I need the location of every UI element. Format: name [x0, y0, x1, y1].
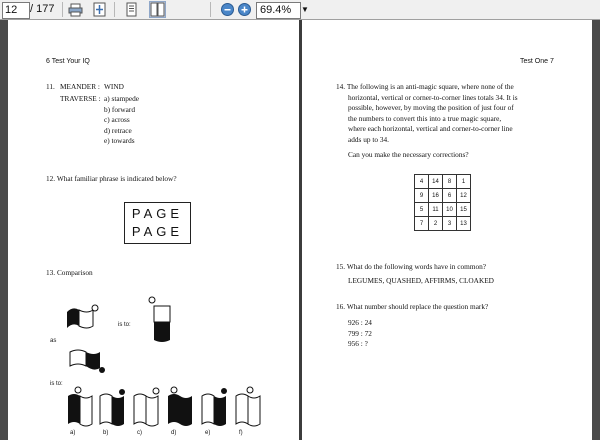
- viewer-toolbar: [0, 0, 600, 20]
- grid-cell: 1: [457, 175, 471, 189]
- option-label: e): [205, 430, 211, 436]
- page-page-puzzle: [124, 202, 191, 244]
- puzzle-word: PAGE: [131, 206, 184, 221]
- page-total-label: / 177: [30, 3, 55, 15]
- grid-cell: 14: [429, 175, 443, 189]
- q16-row: 956 : ?: [348, 339, 368, 348]
- q14-line: where each horizontal, vertical and corner-to-corner line: [348, 124, 513, 133]
- page-header: 6 Test Your IQ: [46, 58, 90, 65]
- answer-figures: [64, 384, 264, 430]
- q14-line: horizontal, vertical or corner-to-corner lines totals 34. It is: [348, 92, 518, 102]
- grid-cell: 8: [443, 175, 457, 189]
- q11-option: c) across: [104, 115, 130, 124]
- zoom-out-icon[interactable]: [220, 2, 235, 17]
- q14-line: adds up to 34.: [348, 134, 389, 144]
- comparison-figure-1: [63, 298, 103, 330]
- q14-line: 14. The following is an anti-magic square, where none of the: [336, 82, 514, 91]
- grid-cell: 10: [443, 203, 457, 217]
- chevron-down-icon[interactable]: ▼: [301, 5, 309, 14]
- as-label: as: [50, 338, 57, 344]
- grid-cell: 15: [457, 203, 471, 217]
- anti-magic-square: [414, 174, 471, 231]
- option-figure-b: [100, 389, 125, 426]
- q11-word1-answer: WIND: [104, 82, 124, 91]
- q11-word2: TRAVERSE :: [60, 94, 101, 103]
- q11-number: 11.: [46, 82, 55, 91]
- q11-option: a) stampede: [104, 94, 140, 103]
- toolbar-divider: [62, 2, 63, 17]
- q14-line: possible, however, by moving the position of just four of: [348, 103, 514, 112]
- grid-cell: 13: [457, 217, 471, 231]
- option-label: b): [103, 430, 109, 436]
- option-label: f): [239, 430, 243, 436]
- q16-row: 926 : 24: [348, 318, 372, 327]
- toolbar-divider: [114, 2, 115, 17]
- option-figure-a: [68, 387, 92, 426]
- option-label: c): [137, 430, 142, 436]
- right-page: [302, 20, 592, 440]
- is-to-label: is to:: [50, 381, 63, 387]
- is-to-label: is to:: [118, 322, 131, 328]
- option-label: d): [171, 430, 177, 436]
- comparison-figure-3: [66, 346, 106, 380]
- grid-cell: 6: [443, 189, 457, 203]
- zoom-level-field[interactable]: 69.4%: [256, 2, 301, 19]
- single-page-icon[interactable]: [124, 2, 139, 17]
- grid-cell: 11: [429, 203, 443, 217]
- grid-cell: 4: [415, 175, 429, 189]
- q12-text: 12. What familiar phrase is indicated below?: [46, 174, 177, 183]
- fit-page-icon[interactable]: [92, 2, 107, 17]
- q14-text: [336, 82, 518, 145]
- comparison-figure-2: [142, 294, 182, 344]
- q16-rows: [348, 318, 372, 350]
- option-figure-c: [134, 388, 159, 426]
- q15-text: 15. What do the following words have in common?: [336, 262, 487, 271]
- grid-cell: 5: [415, 203, 429, 217]
- puzzle-word: PAGE: [131, 224, 184, 239]
- option-figure-e: [202, 388, 227, 426]
- q15-words: LEGUMES, QUASHED, AFFIRMS, CLOAKED: [348, 276, 494, 285]
- left-page: [8, 20, 299, 440]
- grid-cell: 16: [429, 189, 443, 203]
- q11-word1: MEANDER :: [60, 82, 100, 91]
- grid-cell: 9: [415, 189, 429, 203]
- option-label: a): [70, 430, 76, 436]
- print-icon[interactable]: [68, 2, 83, 17]
- toolbar-divider: [210, 2, 211, 17]
- grid-cell: 3: [443, 217, 457, 231]
- q11-options: [104, 94, 139, 147]
- q13-title: 13. Comparison: [46, 268, 93, 277]
- q14-question: Can you make the necessary corrections?: [348, 150, 469, 159]
- q11-option: b) forward: [104, 104, 135, 114]
- grid-cell: 12: [457, 189, 471, 203]
- q11-option: d) retrace: [104, 125, 132, 135]
- option-figure-f: [236, 387, 260, 426]
- grid-cell: 2: [429, 217, 443, 231]
- q16-row: 799 : 72: [348, 328, 372, 338]
- q11-option: e) towards: [104, 136, 135, 145]
- q14-line: the numbers to convert this into a true magic square,: [348, 113, 502, 123]
- page-number-input[interactable]: 12: [2, 2, 30, 19]
- q16-text: 16. What number should replace the question mark?: [336, 302, 489, 311]
- option-figure-d: [168, 387, 192, 426]
- page-header: Test One 7: [520, 58, 554, 65]
- zoom-in-icon[interactable]: [237, 2, 252, 17]
- two-page-icon[interactable]: [150, 2, 165, 17]
- grid-cell: 7: [415, 217, 429, 231]
